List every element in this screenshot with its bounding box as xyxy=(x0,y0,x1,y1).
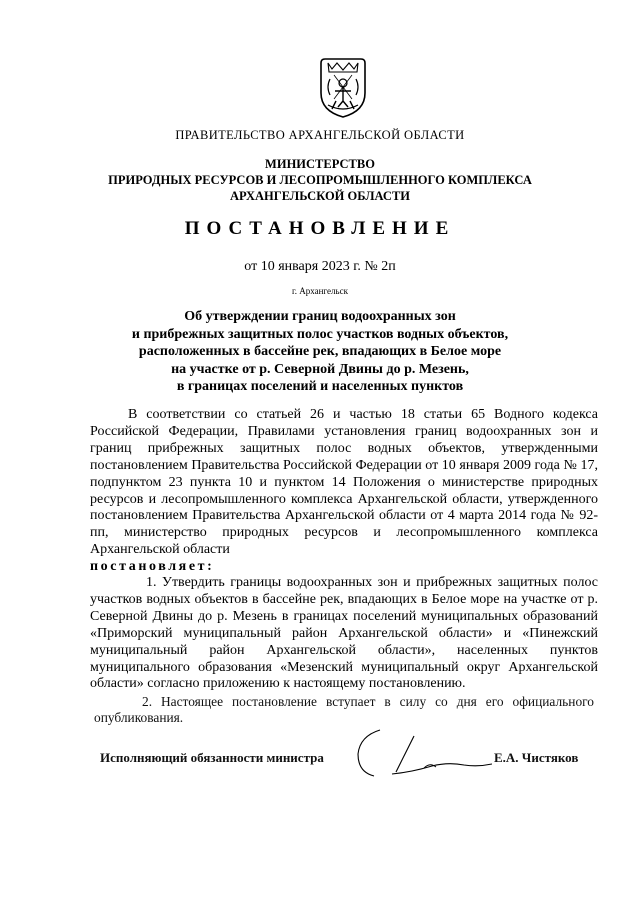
ministry-line: ПРИРОДНЫХ РЕСУРСОВ И ЛЕСОПРОМЫШЛЕННОГО КОМПЛЕКСА xyxy=(108,173,532,187)
document-date-number: от 10 января 2023 г. № 2п xyxy=(244,259,396,274)
preamble-text: В соответствии со статьей 26 и частью 18 статьи 65 Водного кодекса Российской Федерации, Правилами установления границ водоохранных зон и границ прибрежных защитных полос водных объектов, утвержденными постановлением Правительства Российской Федерации от 10 января 2009 года № 17, подпунктом 23 пункта 10 и пунктом 14 Положения о министерстве природных ресурсов и лесопромышленного комплекса Архангельской области, утвержденного постановлением Правительства Архангельской области от 4 марта 2014 года № 92-пп, министерство природных ресурсов и лесопромышленного комплекса Архангельской области xyxy=(90,407,598,558)
subject-line: в границах поселений и населенных пунктов xyxy=(176,379,464,395)
signatory-name: Е.А. Чистяков xyxy=(494,750,579,765)
ministry-name xyxy=(0,156,640,204)
clause-1-paragraph: 1. Утвердить границы водоохранных зон и прибрежных защитных полос участков водных объектов в бассейне рек, впадающих в Белое море на участке от р. Северной Двины до р. Мезень в границах поселений муниципальных образований «Приморский муниципальный район Архангельской области» и «Пинежский муниципальный район Архангельской области», населенных пунктов муниципального образования «Мезенский муниципальный округ Архангельской области» согласно приложению к настоящему постановлению. xyxy=(90,575,598,692)
coat-of-arms-icon xyxy=(318,57,368,119)
subject-line: расположенных в бассейне рек, впадающих в Белое море xyxy=(138,344,502,360)
subject-line: Об утверждении границ водоохранных зон xyxy=(184,309,456,324)
ministry-line: АРХАНГЕЛЬСКОЙ ОБЛАСТИ xyxy=(230,189,410,203)
resolves-keyword: постановляет: xyxy=(90,559,215,575)
signature-block xyxy=(0,748,640,788)
preamble-paragraph xyxy=(90,407,598,576)
clause-2-paragraph: 2. Настоящее постановление вступает в силу со дня его официального опубликования. xyxy=(94,694,594,725)
document-city: г. Архангельск xyxy=(292,286,348,296)
document-type: ПОСТАНОВЛЕНИЕ xyxy=(184,218,456,239)
ministry-line: МИНИСТЕРСТВО xyxy=(265,157,375,171)
government-name: ПРАВИТЕЛЬСТВО АРХАНГЕЛЬСКОЙ ОБЛАСТИ xyxy=(175,128,465,142)
handwritten-signature-icon xyxy=(352,726,492,782)
signatory-title: Исполняющий обязанности министра xyxy=(100,750,324,765)
subject-line: и прибрежных защитных полос участков водных объектов, xyxy=(131,326,509,342)
document-subject xyxy=(0,308,640,396)
subject-line: на участке от р. Северной Двины до р. Мезень, xyxy=(171,361,469,377)
